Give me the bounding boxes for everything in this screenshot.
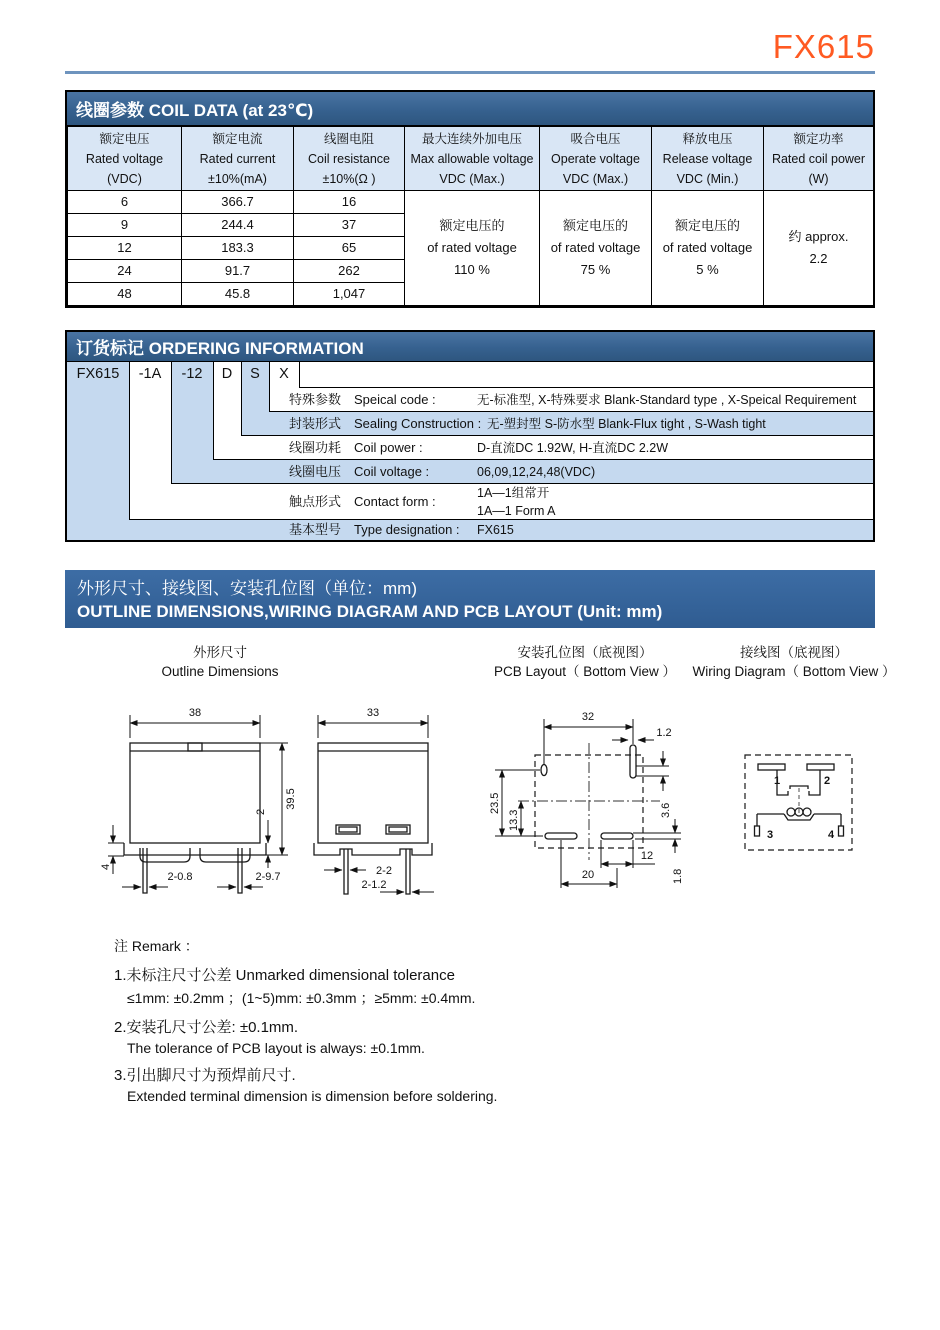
caption-outline-zh: 外形尺寸 [193, 645, 247, 660]
ordering-row-type-designation [67, 520, 873, 540]
dimension-label: 38 [188, 707, 202, 719]
pcb-layout-drawing [455, 688, 720, 918]
row-value: FX615 [477, 523, 514, 537]
dimension-label: 33 [366, 707, 380, 719]
dimension-label: 32 [581, 711, 595, 723]
ordering-row-sealing [67, 412, 873, 436]
ordering-information-table [65, 330, 875, 542]
col-rated-current: 额定电流 Rated current ±10%(mA) [182, 127, 294, 191]
cell-resistance: 1,047 [294, 283, 405, 306]
page-title: FX615 [772, 28, 875, 65]
ordering-row-special-code [67, 388, 873, 412]
caption-pcb-zh: 安装孔位图（底视图） [517, 645, 653, 660]
coil-table [67, 126, 874, 306]
code-special: X [279, 366, 289, 382]
section-title-zh: 外形尺寸、接线图、安装孔位图（单位：mm) [77, 579, 417, 598]
code-coil-voltage: -12 [181, 366, 203, 382]
col-rated-coil-power: 额定功率 Rated coil power (W) [764, 127, 874, 191]
terminal-label: 4 [828, 829, 835, 841]
remark-item-3: 3.引出脚尺寸为预焊前尺寸. [114, 1067, 296, 1084]
row-value-line1: 1A—1组常开 [477, 486, 550, 500]
dimension-label: 2-9.7 [255, 871, 281, 883]
outline-front-view-drawing [100, 698, 300, 903]
terminal-label: 2 [824, 775, 831, 787]
row-label-zh: 触点形式 [289, 494, 342, 509]
col-rated-voltage: 额定电压 Rated voltage (VDC) [68, 127, 182, 191]
cell-resistance: 37 [294, 214, 405, 237]
dimension-label: 23.5 [489, 792, 501, 814]
caption-wiring [674, 643, 914, 681]
wiring-diagram-drawing [720, 722, 900, 872]
row-label-zh: 线圈电压 [289, 464, 342, 479]
remark-item-2: 2.安装孔尺寸公差: ±0.1mm. [114, 1019, 299, 1036]
ordering-header: 订货标记 ORDERING INFORMATION [67, 332, 873, 362]
caption-outline [110, 643, 330, 681]
cell-current: 91.7 [182, 260, 294, 283]
dimension-label: 2 [255, 808, 267, 815]
cell-release: 额定电压的 of rated voltage 5 % [652, 191, 764, 306]
remark-item-1-detail: ≤1mm: ±0.2mm ；(1~5)mm: ±0.3mm ；≥5mm: ±0.4mm. [127, 990, 476, 1006]
dimension-label: 2-1.2 [361, 879, 387, 891]
row-label-en: Sealing Construction : [354, 416, 482, 431]
row-value: 无-塑封型 S-防水型 Blank-Flux tight , S-Wash tight [487, 417, 766, 431]
ordering-row-coil-voltage [67, 460, 873, 484]
cell-voltage: 12 [68, 237, 182, 260]
row-label-zh: 特殊参数 [289, 392, 342, 407]
dimension-label: 20 [581, 869, 595, 881]
coil-header-row [68, 127, 874, 191]
cell-max-allowable: 额定电压的 of rated voltage 110 % [405, 191, 540, 306]
table-row [68, 191, 874, 214]
caption-wiring-zh: 接线图（底视图） [740, 645, 848, 660]
cell-voltage: 6 [68, 191, 182, 214]
dimension-label: 4 [100, 863, 112, 870]
caption-wiring-en: Wiring Diagram（ Bottom View ） [692, 664, 896, 679]
cell-resistance: 16 [294, 191, 405, 214]
dimension-label: 13.3 [508, 809, 520, 831]
band-top-right [299, 362, 873, 388]
dimension-label: 2-0.8 [167, 871, 193, 883]
coil-data-table [65, 90, 875, 308]
row-label-en: Contact form : [354, 494, 436, 509]
outline-side-view-drawing [298, 698, 448, 903]
ordering-row-contact-form [67, 484, 873, 520]
cell-current: 45.8 [182, 283, 294, 306]
cell-current: 366.7 [182, 191, 294, 214]
code-coil-power: D [221, 366, 233, 382]
cell-voltage: 24 [68, 260, 182, 283]
remarks-block [114, 936, 674, 1104]
coil-table-header: 线圈参数 COIL DATA (at 23℃) [67, 92, 873, 126]
cell-resistance: 65 [294, 237, 405, 260]
outline-section-header [65, 570, 875, 628]
remark-item-1: 1.未标注尺寸公差 Unmarked dimensional tolerance [114, 967, 455, 984]
ordering-row-coil-power [67, 436, 873, 460]
remark-item-2-detail: The tolerance of PCB layout is always: ±0.1mm. [127, 1040, 425, 1056]
row-label-en: Speical code : [354, 392, 436, 407]
section-title-en: OUTLINE DIMENSIONS,WIRING DIAGRAM AND PCB LAYOUT (Unit: mm) [77, 602, 663, 621]
title-divider [65, 71, 875, 74]
row-label-en: Coil power : [354, 440, 423, 455]
row-value-line2: 1A—1 Form A [477, 504, 556, 518]
cell-power: 约 approx. 2.2 [764, 191, 874, 306]
dimension-label: 3.6 [660, 802, 672, 818]
dimension-label: 12 [640, 850, 654, 862]
row-label-zh: 线圈功耗 [289, 440, 342, 455]
col-coil-resistance: 线圈电阻 Coil resistance ±10%(Ω ) [294, 127, 405, 191]
row-value: 无-标准型, X-特殊要求 Blank-Standard type , X-Speical Requirement [477, 393, 857, 407]
dimension-label: 1.8 [672, 868, 684, 884]
cell-current: 244.4 [182, 214, 294, 237]
caption-outline-en: Outline Dimensions [161, 664, 279, 679]
dimension-label: 2-2 [376, 865, 392, 877]
dimension-label: 39.5 [285, 788, 297, 810]
row-label-zh: 封装形式 [289, 416, 342, 431]
caption-pcb-en: PCB Layout（ Bottom View ） [493, 664, 677, 679]
row-label-zh: 基本型号 [289, 522, 342, 537]
col-max-allowable-voltage: 最大连续外加电压 Max allowable voltage VDC (Max.) [405, 127, 540, 191]
code-contact-form: -1A [138, 366, 162, 382]
ordering-body [67, 362, 873, 540]
row-value: 06,09,12,24,48(VDC) [477, 465, 596, 479]
cell-voltage: 9 [68, 214, 182, 237]
terminal-label: 1 [774, 775, 781, 787]
row-label-en: Type designation : [354, 522, 460, 537]
code-model: FX615 [76, 366, 120, 382]
dimension-label: 1.2 [656, 727, 672, 739]
cell-current: 183.3 [182, 237, 294, 260]
code-sealing: S [250, 366, 260, 382]
col-operate-voltage: 吸合电压 Operate voltage VDC (Max.) [540, 127, 652, 191]
col-release-voltage: 释放电压 Release voltage VDC (Min.) [652, 127, 764, 191]
remarks-title: 注 Remark ： [114, 938, 199, 954]
cell-resistance: 262 [294, 260, 405, 283]
cell-operate: 额定电压的 of rated voltage 75 % [540, 191, 652, 306]
row-value: D-直流DC 1.92W, H-直流DC 2.2W [477, 441, 668, 455]
terminal-label: 3 [767, 829, 774, 841]
row-label-en: Coil voltage : [354, 464, 430, 479]
cell-voltage: 48 [68, 283, 182, 306]
remark-item-3-detail: Extended terminal dimension is dimension before soldering. [127, 1088, 498, 1104]
